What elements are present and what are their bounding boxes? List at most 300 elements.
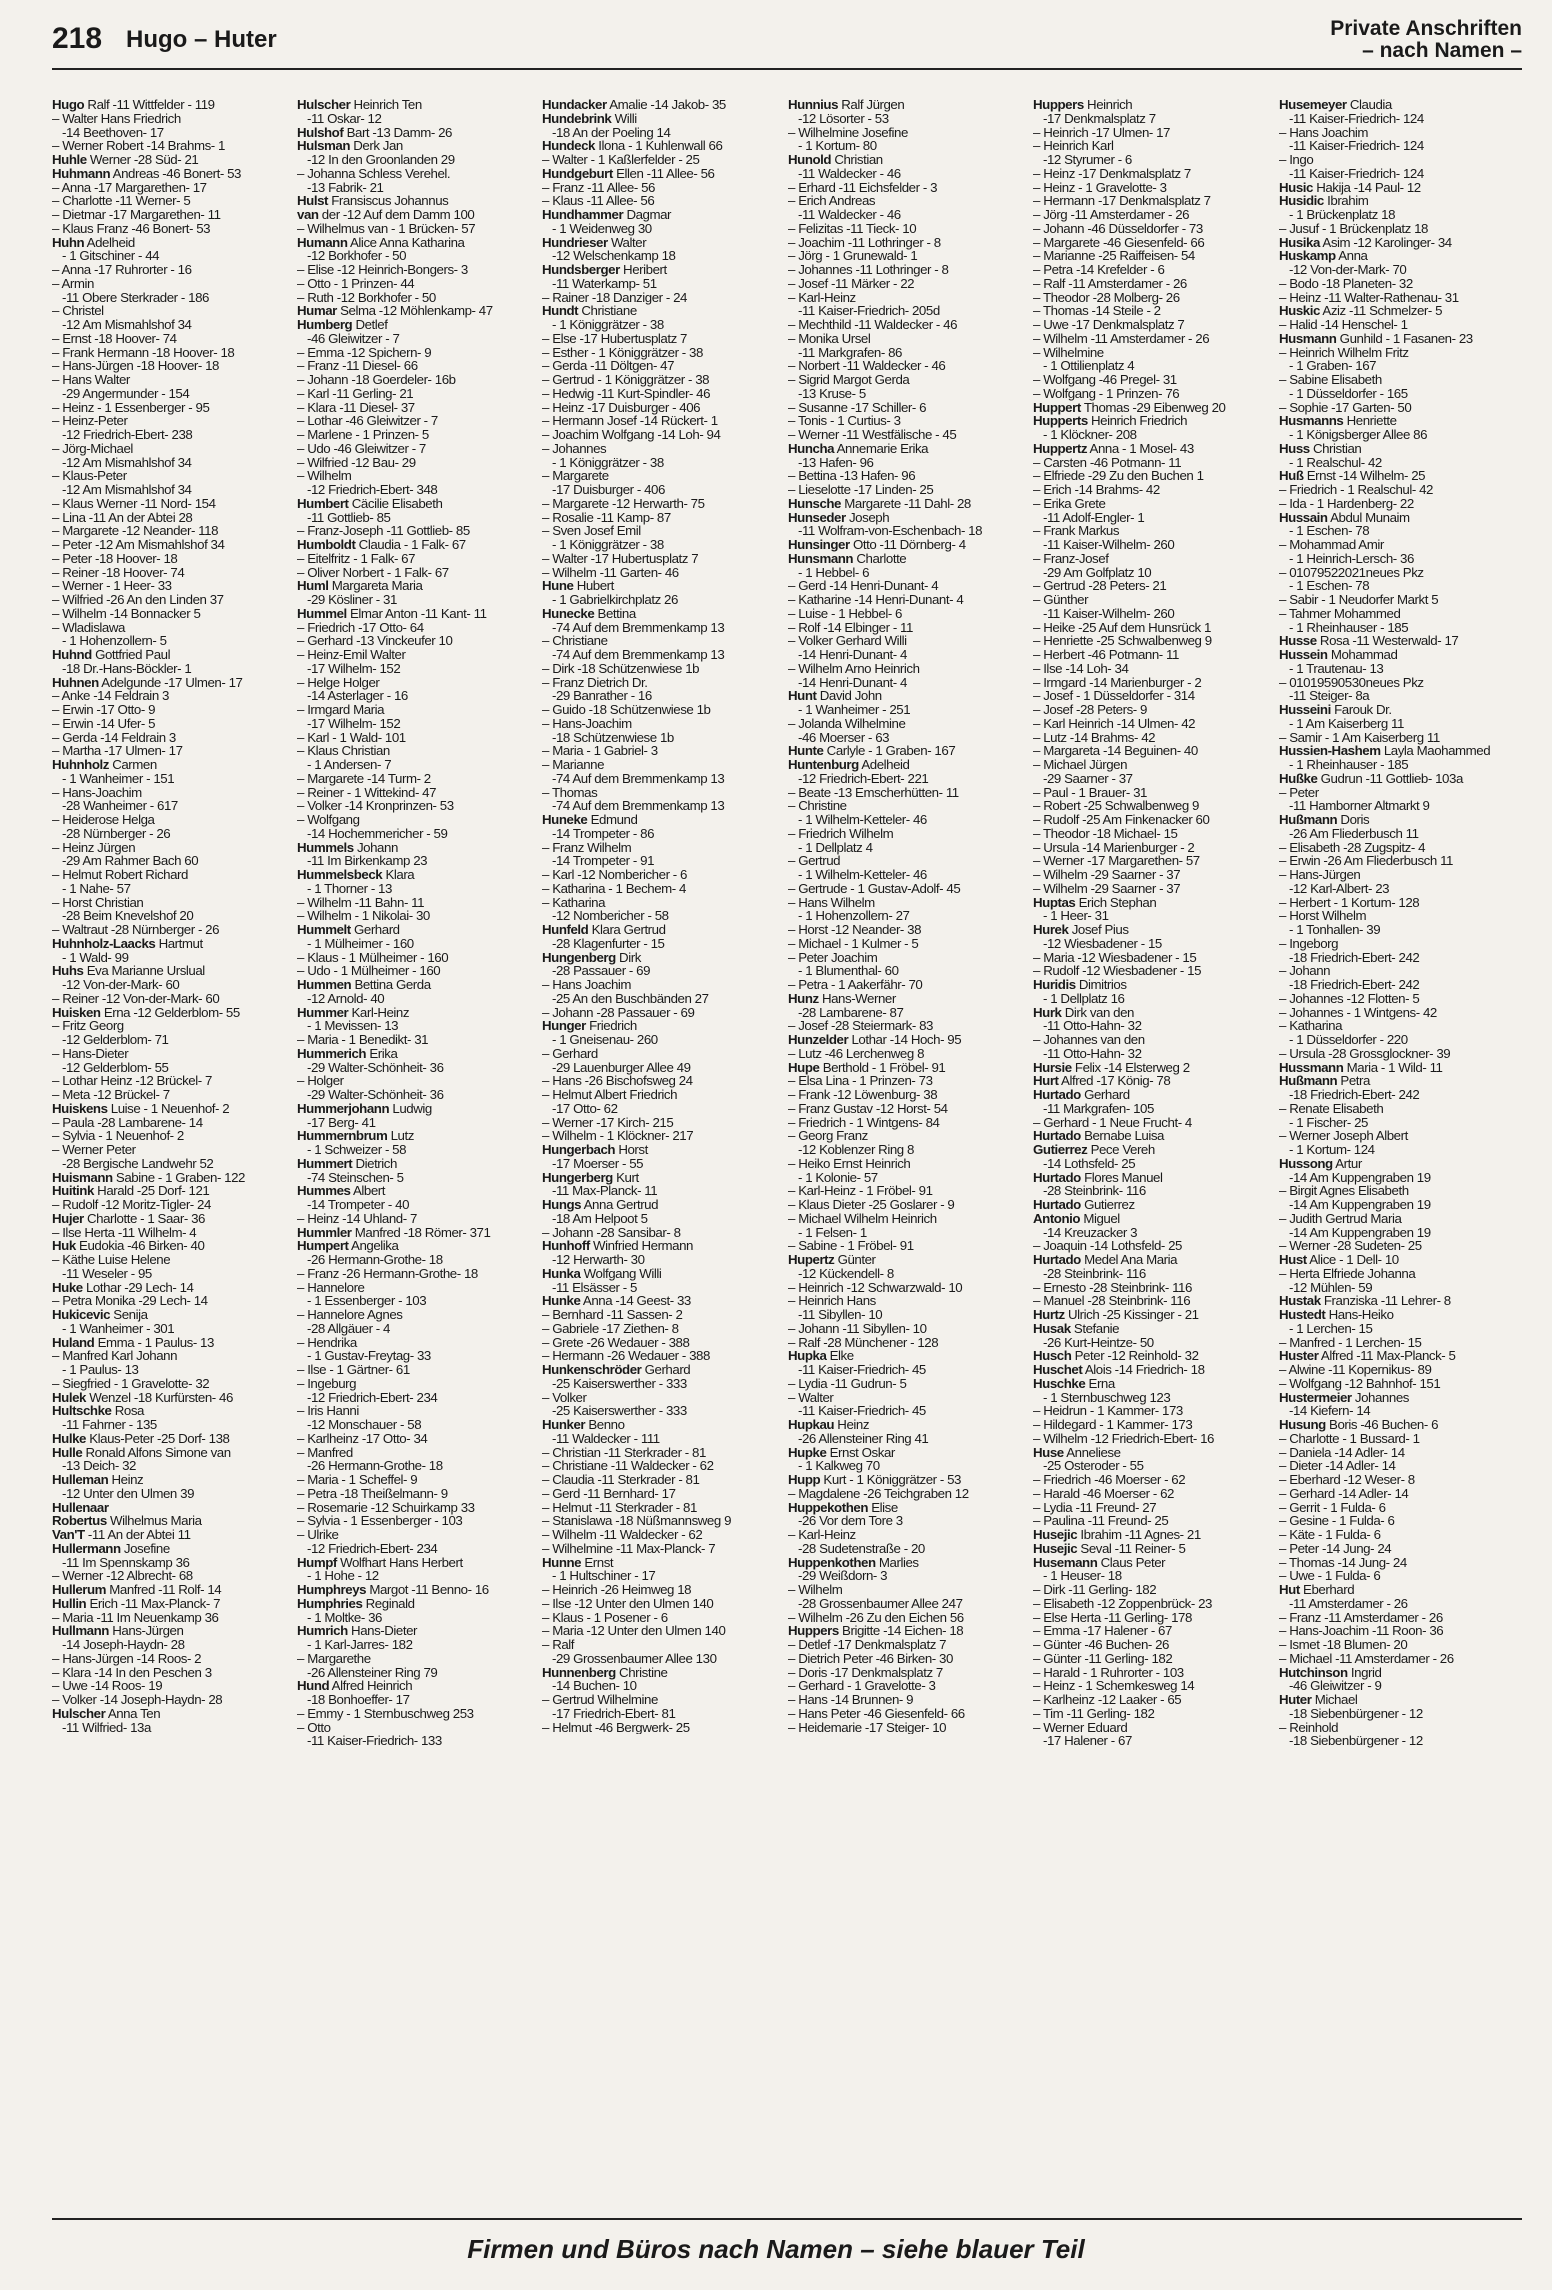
listing-line: Hustak Franziska -11 Lehrer- 8 — [1279, 1293, 1451, 1309]
listing-line: - 1 Eschen- 78 — [1289, 578, 1370, 594]
listing-line: – Käte - 1 Fulda- 6 — [1279, 1527, 1381, 1542]
listing-column-1 — [52, 98, 290, 1734]
surname: Huismann — [52, 1169, 113, 1185]
listing-line: – Gertrud Wilhelmine — [542, 1692, 658, 1707]
listing-line: – Wilhelm -11 Amsterdamer - 26 — [1033, 330, 1210, 346]
listing-line: Huhnholz Carmen — [52, 757, 157, 772]
listing-line: - 1 Paulus- 13 — [62, 1362, 139, 1377]
surname: Hundhammer — [542, 207, 624, 222]
listing-line: – Gerd -14 Henri-Dunant- 4 — [788, 578, 939, 594]
listing-line: – Jusuf - 1 Brückenplatz 18 — [1279, 220, 1428, 236]
listing-line: – Heinrich -26 Heimweg 18 — [542, 1582, 692, 1597]
surname: Humpf — [297, 1554, 337, 1570]
listing-line: Huhmann Andreas -46 Bonert- 53 — [52, 165, 242, 181]
listing-line: Huitink Harald -25 Dorf- 121 — [52, 1183, 210, 1199]
listing-line: – Franz-Joseph -11 Gottlieb- 85 — [297, 523, 470, 539]
listing-line: – Gertrude - 1 Gustav-Adolf- 45 — [788, 880, 961, 896]
listing-line: Hupkau Heinz — [788, 1417, 870, 1432]
listing-line: - 1 Klöckner- 208 — [1043, 427, 1137, 442]
listing-line: – Klaus Christian — [297, 743, 390, 759]
listing-line: Huke Lothar -29 Lech- 14 — [52, 1279, 194, 1295]
listing-line: – Eberhard -12 Weser- 8 — [1279, 1472, 1415, 1487]
listing-line: – Joachim Wolfgang -14 Loh- 94 — [542, 427, 721, 442]
listing-line: – Gerda -14 Feldrain 3 — [52, 729, 176, 745]
surname: Hulsman — [297, 138, 351, 154]
listing-line: – Heinrich -17 Ulmen- 17 — [1033, 124, 1171, 140]
listing-line: Husse Rosa -11 Westerwald- 17 — [1279, 633, 1459, 649]
listing-line: Hummert Dietrich — [297, 1155, 397, 1171]
listing-line: -28 Beim Knevelshof 20 — [62, 908, 194, 924]
listing-line: – Petra -18 Theißelmann- 9 — [297, 1485, 448, 1501]
surname: Huhnholz — [52, 757, 109, 772]
surname: Hupke — [788, 1444, 827, 1460]
listing-line: – Marianne — [542, 757, 605, 772]
listing-line: - 1 Ottilienplatz 4 — [1043, 358, 1135, 374]
listing-line: - 1 Hebbel- 6 — [798, 564, 870, 580]
listing-line: – Hans Wilhelm — [788, 894, 875, 910]
listing-line: – Judith Gertrud Maria — [1279, 1210, 1402, 1226]
listing-line: - 1 Weidenweg 30 — [552, 220, 652, 236]
listing-line: -12 Wiesbadener - 15 — [1043, 935, 1162, 951]
surname: Hurt — [1033, 1073, 1059, 1089]
listing-line: – Johanna Schless Verehel. — [297, 165, 451, 181]
listing-line: - 1 Düsseldorfer - 220 — [1289, 1032, 1408, 1047]
listing-line: Hunfeld Klara Gertrud — [542, 922, 666, 937]
listing-line: – Friedrich - 1 Realschul- 42 — [1279, 482, 1433, 497]
listing-line: -11 Kaiser-Friedrich- 45 — [798, 1403, 926, 1419]
listing-line: – Maria -12 Wiesbadener - 15 — [1033, 949, 1197, 965]
listing-line: – Johann — [1279, 963, 1331, 979]
surname: Hurtado — [1033, 1128, 1081, 1144]
listing-line: Hussong Artur — [1279, 1155, 1362, 1171]
listing-line: – Daniela -14 Adler- 14 — [1279, 1444, 1405, 1460]
listing-line: – Sylvia - 1 Neuenhof- 2 — [52, 1128, 184, 1144]
listing-line: Huhnholz-Laacks Hartmut — [52, 935, 203, 951]
listing-line: – Dirk -11 Gerling- 182 — [1033, 1582, 1157, 1597]
listing-line: – Margarete — [542, 468, 609, 484]
listing-line: -11 Waldecker - 111 — [552, 1430, 660, 1446]
listing-line: Huhle Werner -28 Süd- 21 — [52, 152, 199, 167]
surname: Hunte — [788, 743, 824, 759]
listing-line: Husseini Farouk Dr. — [1279, 702, 1392, 717]
listing-line: – Helge Holger — [297, 674, 380, 690]
listing-line: -12 Nombericher - 58 — [552, 908, 669, 924]
surname: Husmann — [1279, 330, 1337, 346]
surname: Hunhoff — [542, 1238, 590, 1254]
surname: van — [297, 207, 319, 222]
listing-line: -11 Otto-Hahn- 32 — [1043, 1045, 1142, 1061]
listing-line: – Anna -17 Margarethen- 17 — [52, 179, 207, 195]
listing-line: Van'T -11 An der Abtei 11 — [52, 1527, 191, 1542]
listing-line: Hund Alfred Heinrich — [297, 1678, 413, 1694]
listing-line: - 1 Königgrätzer - 38 — [552, 537, 664, 552]
surname: Huhs — [52, 963, 84, 979]
listing-line: – Manuel -28 Steinbrink- 116 — [1033, 1293, 1191, 1309]
listing-line: – Wilhelm - 1 Klöckner- 217 — [542, 1128, 694, 1144]
listing-line: – Hendrika — [297, 1334, 357, 1350]
listing-line: -29 Weißdorn- 3 — [798, 1568, 888, 1584]
listing-line: – Ralf -28 Münchener - 128 — [788, 1334, 939, 1350]
listing-line: Hunger Friedrich — [542, 1018, 637, 1034]
surname: Hulshof — [297, 124, 344, 140]
listing-line: Humboldt Claudia - 1 Falk- 67 — [297, 537, 466, 552]
listing-line: – Margareta -14 Beguinen- 40 — [1033, 743, 1198, 759]
listing-line: – Hannelore Agnes — [297, 1307, 403, 1322]
listing-line: -12 Herwarth- 30 — [552, 1252, 645, 1267]
listing-line: – Heinrich -12 Schwarzwald- 10 — [788, 1279, 963, 1295]
listing-line: Huhn Adelheid — [52, 234, 135, 250]
listing-line: Hulst Fransiscus Johannus — [297, 193, 449, 209]
listing-line: - 1 Brückenplatz 18 — [1289, 207, 1396, 222]
surname: Hummelsbeck — [297, 867, 383, 882]
listing-line: – Hans-Joachim — [542, 715, 632, 731]
surname: Hunsinger — [788, 537, 850, 552]
listing-line: -74 Auf dem Bremmenkamp 13 — [552, 619, 725, 635]
listing-line: - 1 Kortum- 124 — [1289, 1142, 1375, 1157]
listing-line: - 1 Hultschiner - 17 — [552, 1568, 656, 1584]
listing-line: – Hans-Jürgen -18 Hoover- 18 — [52, 358, 219, 374]
surname: Hunnius — [788, 98, 839, 112]
listing-line: – Gesine - 1 Fulda- 6 — [1279, 1513, 1395, 1529]
listing-line: Humberg Detlef — [297, 317, 388, 332]
listing-line: – Gerhard — [542, 1045, 598, 1061]
surname: Hust — [1279, 1252, 1307, 1267]
listing-line: Hummels Johann — [297, 839, 398, 855]
listing-line: – Hans-Joachim — [52, 784, 142, 800]
listing-line: – Hildegard - 1 Kammer- 173 — [1033, 1417, 1193, 1432]
listing-line: -17 Wilhelm- 152 — [307, 715, 401, 731]
listing-line: – Horst -12 Neander- 38 — [788, 922, 922, 937]
listing-line: Hungs Anna Gertrud — [542, 1197, 659, 1212]
listing-line: - 1 Karl-Jarres- 182 — [307, 1637, 413, 1652]
listing-line: Hulke Klaus-Peter -25 Dorf- 138 — [52, 1430, 230, 1446]
listing-line: – Wilhelm -29 Saarner - 37 — [1033, 867, 1181, 882]
listing-line: – Karl-Heinz — [788, 289, 856, 305]
listing-line: – Petra - 1 Aakerfähr- 70 — [788, 977, 923, 992]
listing-line: – Wilhelm - 1 Nikolai- 30 — [297, 908, 430, 924]
listing-line: Hultschke Rosa — [52, 1403, 144, 1419]
listing-line: Huschke Erna — [1033, 1375, 1115, 1391]
listing-line: - 1 Kolonie- 57 — [798, 1169, 878, 1185]
listing-line: Hundeck Ilona - 1 Kuhlenwall 66 — [542, 138, 723, 154]
listing-line: – Wilhelm -29 Saarner - 37 — [1033, 880, 1181, 896]
listing-line: -11 Markgrafen- 86 — [798, 344, 902, 360]
listing-line: – Christiane — [542, 633, 608, 649]
surname: Huhmann — [52, 165, 111, 181]
surname: Hurtz — [1033, 1307, 1065, 1322]
listing-line: – Ilse - 1 Gärtner- 61 — [297, 1362, 410, 1377]
listing-line: -12 Von-der-Mark- 60 — [62, 977, 180, 992]
listing-line: -11 Kaiser-Wilhelm- 260 — [1043, 605, 1175, 621]
listing-line: – Werner -17 Margarethen- 57 — [1033, 853, 1200, 869]
listing-line: – Tim -11 Gerling- 182 — [1033, 1705, 1155, 1721]
surname: Hunnenberg — [542, 1664, 616, 1680]
listing-line: -12 Koblenzer Ring 8 — [798, 1142, 914, 1157]
listing-line: Hulscher Anna Ten — [52, 1705, 161, 1721]
listing-line: Gutierrez Pece Vereh — [1033, 1142, 1155, 1157]
listing-line: – Paula -28 Lambarene- 14 — [52, 1114, 203, 1130]
listing-line: -18 Friedrich-Ebert- 242 — [1289, 977, 1420, 992]
listing-line: – Wolfgang -12 Bahnhof- 151 — [1279, 1375, 1441, 1391]
surname: Huncha — [788, 440, 835, 456]
surname: Huhn — [52, 234, 85, 250]
listing-line: – Wilhelm -12 Friedrich-Ebert- 16 — [1033, 1430, 1214, 1446]
surname: Huk — [52, 1238, 76, 1254]
listing-line: – Josef - 1 Düsseldorfer - 314 — [1033, 688, 1195, 704]
listing-line: -11 Gottlieb- 85 — [307, 509, 391, 525]
listing-line: -18 Friedrich-Ebert- 242 — [1289, 949, 1420, 965]
surname: Humrich — [297, 1623, 348, 1639]
listing-line: -28 Nürnberger - 26 — [62, 825, 171, 841]
surname: Humboldt — [297, 537, 356, 552]
listing-line: - 1 Andersen- 7 — [307, 757, 392, 772]
listing-line: – Dieter -14 Adler- 14 — [1279, 1458, 1396, 1474]
listing-line: Hupperts Heinrich Friedrich — [1033, 413, 1188, 429]
listing-line: – Karl - 1 Wald- 101 — [297, 729, 406, 745]
listing-line: – Charlotte -11 Werner- 5 — [52, 193, 191, 209]
listing-line: – Werner Joseph Albert — [1279, 1128, 1408, 1144]
listing-line: – Samir - 1 Am Kaiserberg 11 — [1279, 729, 1440, 745]
listing-line: - 1 Hohe - 12 — [307, 1568, 379, 1584]
listing-line: – Reiner -12 Von-der-Mark- 60 — [52, 990, 220, 1006]
listing-line: – Michael Jürgen — [1033, 757, 1128, 772]
listing-line: – Lothar Heinz -12 Brückel- 7 — [52, 1073, 212, 1089]
listing-line: – Maria - 1 Benedikt- 31 — [297, 1032, 429, 1047]
listing-line: – Bodo -18 Planeten- 32 — [1279, 275, 1413, 291]
listing-line: -29 Lauenburger Allee 49 — [552, 1059, 691, 1075]
listing-line: -26 Hermann-Grothe- 18 — [307, 1458, 443, 1474]
listing-line: Hundgeburt Ellen -11 Allee- 56 — [542, 165, 715, 181]
listing-line: Hunsmann Charlotte — [788, 550, 907, 566]
listing-line: – Karl Heinrich -14 Ulmen- 42 — [1033, 715, 1196, 731]
listing-line: – Lina -11 An der Abtei 28 — [52, 509, 193, 525]
listing-line: Hußke Gudrun -11 Gottlieb- 103a — [1279, 770, 1463, 786]
listing-line: Husmanns Henriette — [1279, 413, 1397, 429]
surname: Hummes — [297, 1183, 351, 1199]
surname: Huss — [1279, 440, 1310, 456]
listing-line: -26 Hermann-Grothe- 18 — [307, 1252, 443, 1267]
listing-line: -11 Obere Sterkrader - 186 — [62, 289, 209, 305]
listing-line: Hut Eberhard — [1279, 1582, 1355, 1597]
listing-line: Hungerberg Kurt — [542, 1169, 639, 1185]
listing-line: – Hermann Josef -14 Rückert- 1 — [542, 413, 718, 429]
listing-line: Hummer Karl-Heinz — [297, 1004, 410, 1020]
listing-line: -14 Beethoven- 17 — [62, 124, 164, 140]
listing-line: – Gertrud -28 Peters- 21 — [1033, 578, 1167, 594]
name-range: Hugo – Huter — [126, 26, 277, 53]
surname: Hummerich — [297, 1045, 367, 1061]
listing-line: – Susanne -17 Schiller- 6 — [788, 399, 927, 415]
listing-line: – Lydia -11 Gudrun- 5 — [788, 1375, 907, 1391]
listing-line: – Margarethe — [297, 1650, 371, 1666]
listing-line: – Heiderose Helga — [52, 812, 155, 827]
listing-line: -26 Vor dem Tore 3 — [798, 1513, 903, 1529]
listing-line: – Grete -26 Wedauer - 388 — [542, 1334, 690, 1350]
surname: Husemann — [1033, 1554, 1098, 1570]
listing-line: Huhnd Gottfried Paul — [52, 647, 171, 662]
listing-line: -17 Berg- 41 — [307, 1114, 376, 1130]
listing-line: – Ilse Herta -11 Wilhelm- 4 — [52, 1224, 197, 1240]
listing-line: – Karlheinz -17 Otto- 34 — [297, 1430, 428, 1446]
surname: Hukicevic — [52, 1307, 111, 1322]
listing-line: – Helmut Albert Friedrich — [542, 1087, 678, 1102]
surname: Husse — [1279, 633, 1317, 649]
surname: Huskamp — [1279, 248, 1336, 264]
listing-line: – Christine — [788, 798, 847, 814]
listing-line: – Elisabeth -12 Zoppenbrück- 23 — [1033, 1595, 1212, 1611]
listing-line: – 01079522021neues Pkz — [1279, 564, 1424, 580]
listing-line: -13 Hafen- 96 — [798, 454, 874, 470]
listing-line: Huppert Thomas -29 Eibenweg 20 — [1033, 399, 1226, 415]
surname: Hulle — [52, 1444, 83, 1460]
surname: Hunold — [788, 152, 832, 167]
listing-line: Hujer Charlotte - 1 Saar- 36 — [52, 1210, 205, 1226]
listing-line: -12 Friedrich-Ebert- 221 — [798, 770, 929, 786]
listing-line: – 01019590530neues Pkz — [1279, 674, 1424, 690]
listing-line: – Oliver Norbert - 1 Falk- 67 — [297, 564, 449, 580]
listing-line: – Bernhard -11 Sassen- 2 — [542, 1307, 683, 1322]
listing-line: – Katharina — [542, 894, 606, 910]
listing-line: - 1 Nahe- 57 — [62, 880, 131, 896]
listing-line: Humar Selma -12 Möhlenkamp- 47 — [297, 303, 493, 319]
listing-line: Hulle Ronald Alfons Simone van — [52, 1444, 231, 1460]
listing-line: -17 Wilhelm- 152 — [307, 660, 401, 676]
section-title-line2: – nach Namen – — [1362, 39, 1522, 62]
listing-line: – Emma -17 Halener - 67 — [1033, 1623, 1172, 1639]
surname: Hundebrink — [542, 110, 612, 126]
listing-line: -74 Auf dem Bremmenkamp 13 — [552, 770, 725, 786]
listing-line: – Ursula -28 Grossglockner- 39 — [1279, 1045, 1451, 1061]
surname: Hunz — [788, 990, 819, 1006]
listing-line: Hummerjohann Ludwig — [297, 1100, 432, 1116]
listing-line: Hunnius Ralf Jürgen — [788, 98, 905, 112]
listing-line: – Lydia -11 Freund- 27 — [1033, 1499, 1157, 1515]
listing-line: – Michael -11 Amsterdamer - 26 — [1279, 1650, 1454, 1666]
listing-line: -18 Bonhoeffer- 17 — [307, 1692, 410, 1707]
listing-line: Hunhoff Winfried Hermann — [542, 1238, 694, 1254]
listing-line: -29 Angermunder - 154 — [62, 385, 190, 401]
surname: Hungerberg — [542, 1169, 613, 1185]
listing-line: Huhnen Adelgunde -17 Ulmen- 17 — [52, 674, 243, 690]
surname: Humberg — [297, 317, 353, 332]
listing-line: - 1 Gitschiner - 44 — [62, 248, 160, 264]
listing-line: -25 An den Buschbänden 27 — [552, 990, 709, 1006]
listing-line: – Klara -14 In den Peschen 3 — [52, 1664, 212, 1680]
listing-line: -28 Steinbrink- 116 — [1043, 1183, 1146, 1199]
listing-line: -17 Friedrich-Ebert- 81 — [552, 1705, 676, 1721]
listing-line: – Klaus-Peter — [52, 468, 127, 484]
listing-line: – Sven Josef Emil — [542, 523, 641, 539]
page-number: 218 — [52, 22, 103, 55]
surname: Hummler — [297, 1224, 352, 1240]
surname: Huse — [1033, 1444, 1064, 1460]
listing-line: – Sigrid Margot Gerda — [788, 372, 910, 387]
surname: Hurtado — [1033, 1197, 1081, 1212]
surname: Huhnd — [52, 647, 92, 662]
listing-line: Huse Anneliese — [1033, 1444, 1121, 1460]
listing-line: – Rosalie -11 Kamp- 87 — [542, 509, 671, 525]
listing-line: Hunke Anna -14 Geest- 33 — [542, 1293, 691, 1309]
listing-line: – Alwine -11 Kopernikus- 89 — [1279, 1362, 1432, 1377]
listing-line: – Hans-Joachim -11 Roon- 36 — [1279, 1623, 1444, 1639]
listing-line: – Theodor -18 Michael- 15 — [1033, 825, 1178, 841]
surname: Hussein — [1279, 647, 1328, 662]
surname: Hurtado — [1033, 1252, 1081, 1267]
listing-line: – Christel — [52, 303, 104, 319]
surname: Robertus — [52, 1513, 107, 1529]
listing-line: – Detlef -17 Denkmalsplatz 7 — [788, 1637, 947, 1652]
listing-line: – Otto - 1 Prinzen- 44 — [297, 275, 415, 291]
listing-line: – Klaus -11 Allee- 56 — [542, 193, 655, 209]
listing-line: – Michael Wilhelm Heinrich — [788, 1210, 937, 1226]
listing-line: Hunseder Joseph — [788, 509, 890, 525]
surname: Hußmann — [1279, 1073, 1338, 1089]
listing-line: – Reiner -18 Hoover- 74 — [52, 564, 185, 580]
listing-line: – Dietrich Peter -46 Birken- 30 — [788, 1650, 953, 1666]
listing-line: – Wilhelm — [297, 468, 352, 484]
listing-line: Husmann Gunhild - 1 Fasanen- 23 — [1279, 330, 1473, 346]
listing-line: – Halid -14 Henschel- 1 — [1279, 317, 1408, 332]
surname: Humphreys — [297, 1582, 367, 1597]
listing-line: – Ida - 1 Hardenberg- 22 — [1279, 495, 1414, 511]
listing-line: Hulsman Derk Jan — [297, 138, 403, 154]
listing-line: -29 Kösliner - 31 — [307, 592, 397, 607]
surname: Husejic — [1033, 1540, 1078, 1556]
surname: Husemeyer — [1279, 98, 1347, 112]
surname: Huppekothen — [788, 1499, 868, 1515]
listing-line: Hummen Bettina Gerda — [297, 977, 431, 992]
listing-line: – Sabine Elisabeth — [1279, 372, 1382, 387]
listing-line: – Ilse -12 Unter den Ulmen 140 — [542, 1595, 714, 1611]
listing-line: – Klaus - 1 Mülheimer - 160 — [297, 949, 449, 965]
listing-line: – Werner - 1 Heer- 33 — [52, 578, 172, 594]
listing-line: – Heidrun - 1 Kammer- 173 — [1033, 1403, 1183, 1419]
listing-line: – Ulrike — [297, 1527, 339, 1542]
listing-line: – Peter -14 Jung- 24 — [1279, 1540, 1392, 1556]
listing-line: van der -12 Auf dem Damm 100 — [297, 207, 475, 222]
listing-line: – Norbert -11 Waldecker - 46 — [788, 358, 946, 374]
surname: Huneke — [542, 812, 588, 827]
listing-line: - 1 Dellplatz 4 — [798, 839, 873, 855]
surname: Hunke — [542, 1293, 581, 1309]
listing-line: – Ingeburg — [297, 1375, 357, 1391]
listing-line: - 1 Dellplatz 16 — [1043, 990, 1125, 1006]
surname: Hummert — [297, 1155, 353, 1171]
surname: Huß — [1279, 468, 1304, 484]
listing-line: -12 Friedrich-Ebert- 234 — [307, 1389, 438, 1405]
listing-line: – Johann -28 Sansibar- 8 — [542, 1224, 681, 1240]
listing-line: – Volker — [542, 1389, 587, 1405]
listing-line: – Holger — [297, 1073, 344, 1089]
surname: Hupp — [788, 1472, 821, 1487]
listing-line: Hulshof Bart -13 Damm- 26 — [297, 124, 452, 140]
surname: Huster — [1279, 1348, 1319, 1364]
listing-line: – Wilhelm -14 Bonnacker 5 — [52, 605, 201, 621]
listing-line: -13 Fabrik- 21 — [307, 179, 384, 195]
listing-line: – Josef -11 Märker - 22 — [788, 275, 915, 291]
listing-line: Hussmann Maria - 1 Wild- 11 — [1279, 1059, 1443, 1075]
listing-line: – Michael - 1 Kulmer - 5 — [788, 935, 919, 951]
surname: Huml — [297, 578, 329, 594]
listing-line: – Frank -12 Löwenburg- 38 — [788, 1087, 938, 1102]
listing-line: -29 Walter-Schönheit- 36 — [307, 1087, 444, 1102]
listing-line: - 1 Rheinhauser - 185 — [1289, 619, 1409, 635]
listing-line: Hundacker Amalie -14 Jakob- 35 — [542, 98, 726, 112]
listing-line: -11 Fahrner - 135 — [62, 1417, 157, 1432]
listing-line: – Ursula -14 Marienburger - 2 — [1033, 839, 1195, 855]
listing-line: – Hans-Jürgen -14 Roos- 2 — [52, 1650, 202, 1666]
listing-line: – Maria -12 Unter den Ulmen 140 — [542, 1623, 726, 1639]
